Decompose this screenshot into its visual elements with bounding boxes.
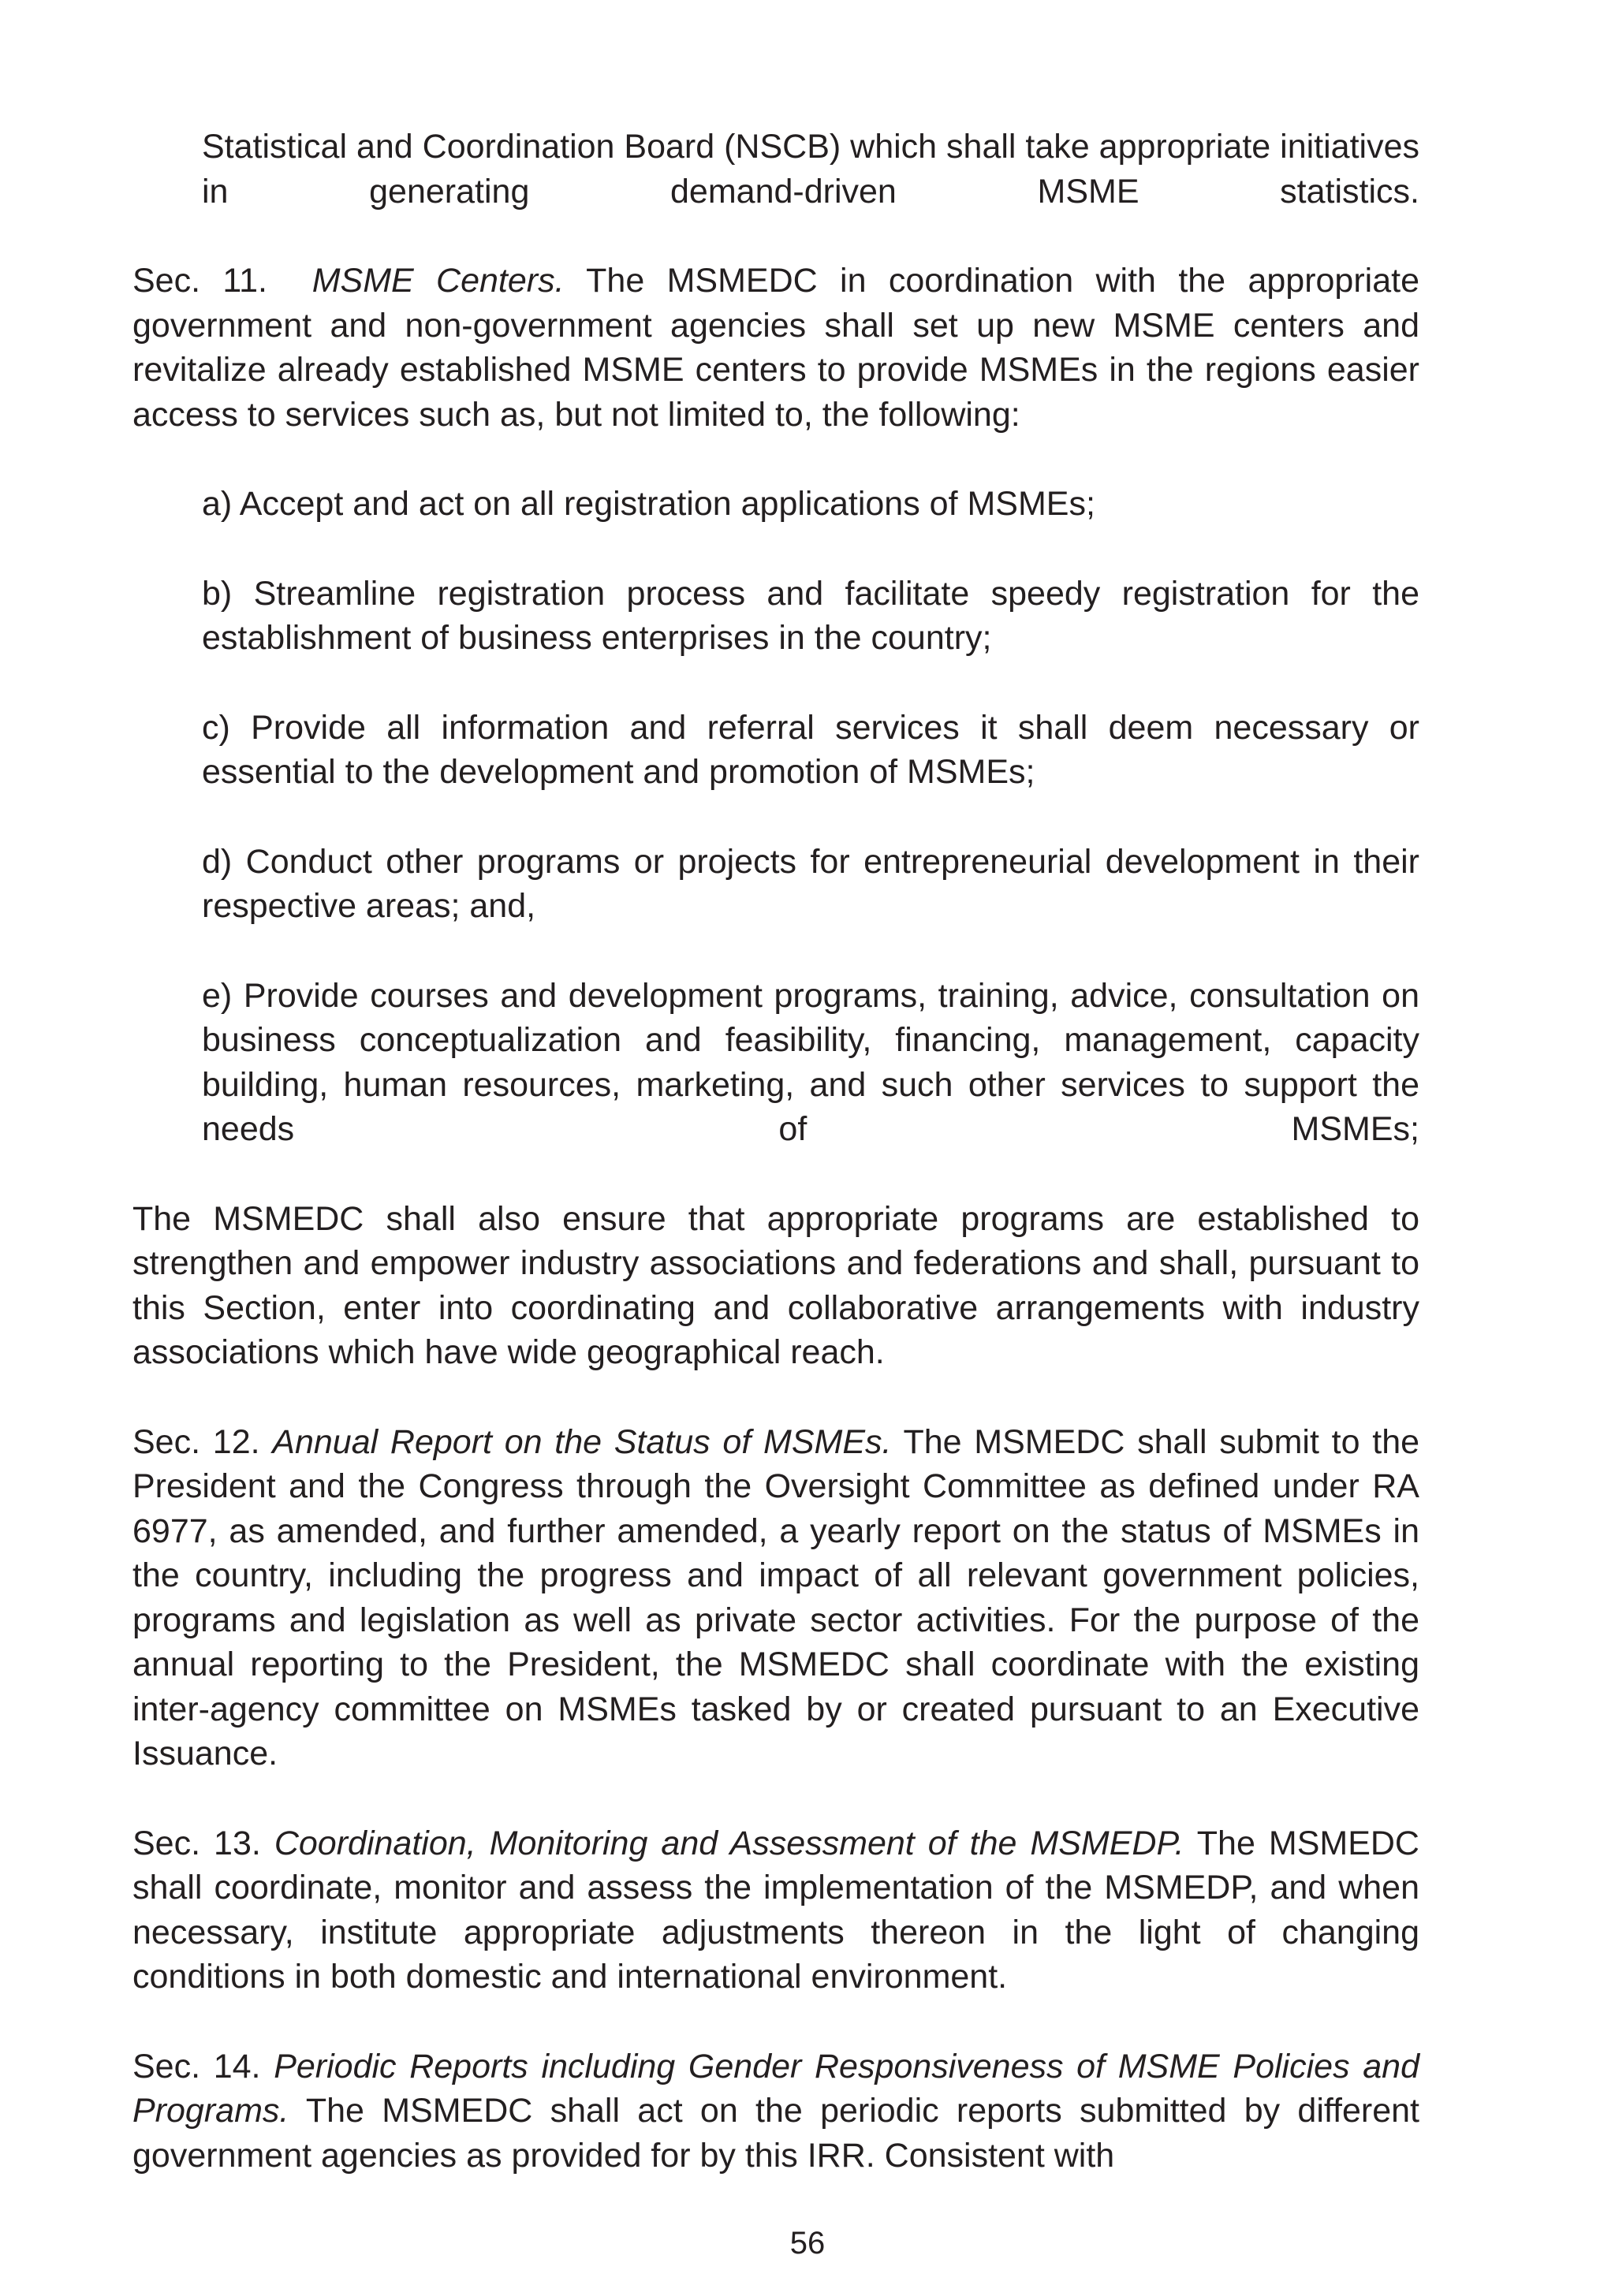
list-item-a: a) Accept and act on all registration applications of MSMEs; xyxy=(202,485,1095,523)
document-page xyxy=(132,125,1419,2178)
spacer xyxy=(132,214,1419,259)
section-14-title: Periodic Reports including Gender Responsiveness of MSME Policies and Programs. xyxy=(132,2047,1419,2130)
list-item-c: c) Provide all information and referral services it shall deem necessary or essential to the development and promotion of MSMEs; xyxy=(202,708,1419,791)
spacer xyxy=(132,1776,1419,1821)
spacer xyxy=(132,437,1419,482)
section-11-body: The MSMEDC in coordination with the appropriate government and non-government agencies shall set up new MSME centers and revitalize already established MSME centers to provide MSMEs in the regions easier access to services such as, but not limited to, the following: xyxy=(132,262,1419,434)
spacer xyxy=(132,1152,1419,1197)
section-12-title: Annual Report on the Status of MSMEs. xyxy=(272,1422,892,1461)
spacer xyxy=(132,929,1419,974)
section-12 xyxy=(132,1420,1419,1776)
section-13 xyxy=(132,1821,1419,2000)
continuation-paragraph: Statistical and Coordination Board (NSCB) which shall take appropriate initiatives in generating demand-driven MSME statistics. xyxy=(202,128,1419,211)
spacer xyxy=(132,661,1419,706)
section-13-body: The MSMEDC shall coordinate, monitor and assess the implementation of the MSMEDP, and when necessary, institute appropriate adjustments thereon in the light of changing conditions in both domestic and international environment. xyxy=(132,1824,1419,1996)
page-number: 56 xyxy=(789,2226,826,2261)
section-13-title: Coordination, Monitoring and Assessment of the MSMEDP. xyxy=(274,1824,1184,1862)
spacer xyxy=(132,1375,1419,1420)
section-14-number: Sec. 14. xyxy=(132,2047,261,2085)
list-item-b: b) Streamline registration process and facilitate speedy registration for the establishment of business enterprises in the country; xyxy=(202,574,1419,657)
section-12-body: The MSMEDC shall submit to the President and the Congress through the Oversight Committee as defined under RA 6977, as amended, and further amended, a yearly report on the status of MSMEs in the country, including the progress and impact of all relevant government policies, programs and legislation as well as private sector activities. For the purpose of the annual reporting to the President, the MSMEDC shall coordinate with the existing inter-agency committee on MSMEs tasked by or created pursuant to an Executive Issuance. xyxy=(132,1422,1420,1772)
spacer xyxy=(132,795,1419,840)
section-14-body: The MSMEDC shall act on the periodic reports submitted by different government agencies as provided for by this IRR. Consistent with xyxy=(132,2092,1419,2175)
spacer xyxy=(132,527,1419,572)
section-11-title: MSME Centers. xyxy=(311,262,565,300)
section-14 xyxy=(132,2044,1419,2179)
list-item-d: d) Conduct other programs or projects for entrepreneurial development in their respective areas; and, xyxy=(202,842,1419,925)
section-11-closing: The MSMEDC shall also ensure that appropriate programs are established to strengthen and empower industry associations and federations and shall, pursuant to this Section, enter into coordinating and collaborative arrangements with industry associations which have wide geographical reach. xyxy=(132,1199,1419,1371)
list-item-e: e) Provide courses and development programs, training, advice, consultation on business conceptualization and feasibility, financing, management, capacity building, human resources, marketing, and such other services to support the needs of MSMEs; xyxy=(202,976,1419,1148)
section-12-number: Sec. 12. xyxy=(132,1422,260,1461)
section-13-number: Sec. 13. xyxy=(132,1824,261,1862)
section-11-intro xyxy=(132,259,1419,437)
section-11-number: Sec. 11. xyxy=(132,262,267,300)
spacer xyxy=(132,2000,1419,2044)
